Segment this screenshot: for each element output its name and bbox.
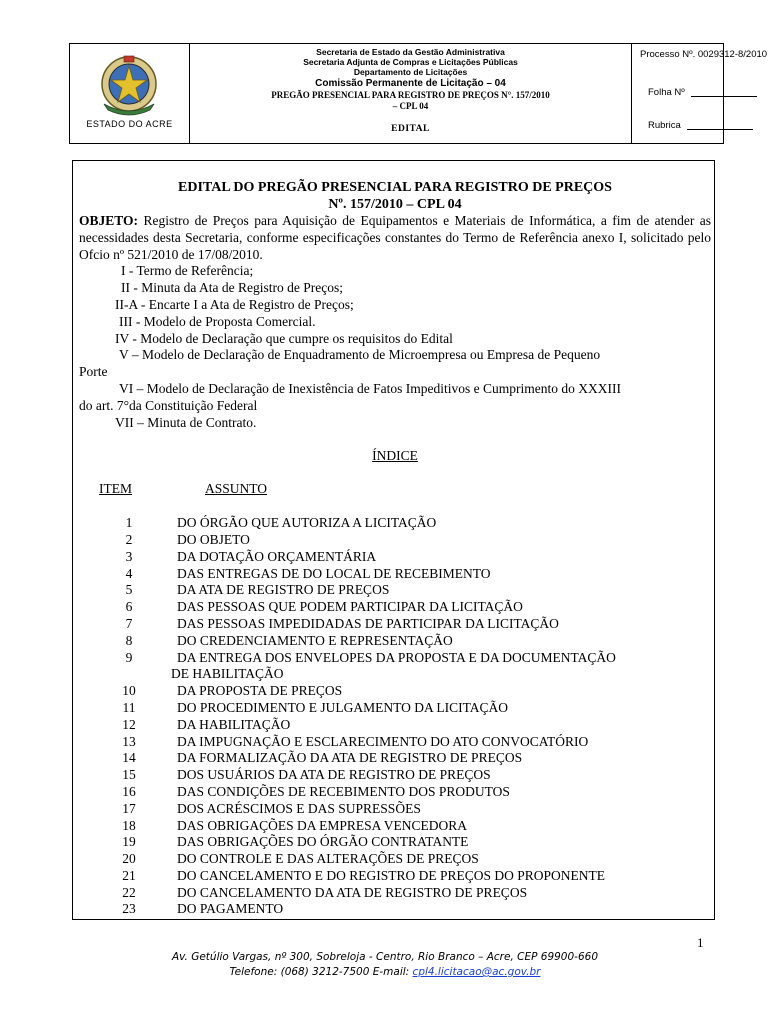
row-number: 8: [125, 632, 133, 648]
col-assunto-header: ASSUNTO: [205, 481, 268, 497]
row-subject: DO CREDENCIAMENTO E REPRESENTAÇÃO: [177, 632, 453, 648]
row-subject: DO CANCELAMENTO E DO REGISTRO DE PREÇOS DO PROPONENTE: [177, 867, 606, 883]
annex-item-v: V – Modelo de Declaração de Enquadramento de Microempresa ou Empresa de Pequeno: [119, 347, 601, 363]
indice-row: [79, 868, 711, 885]
row-subject: DAS OBRIGAÇÕES DO ÓRGÃO CONTRATANTE: [177, 834, 469, 850]
row-subject: DE HABILITAÇÃO: [171, 666, 284, 682]
departamento-line: Departamento de Licitações: [353, 67, 468, 77]
secretaria-line: Secretaria de Estado da Gestão Administrativa: [316, 47, 505, 57]
row-subject: DO ÓRGÃO QUE AUTORIZA A LICITAÇÃO: [177, 515, 437, 531]
indice-title: ÍNDICE: [372, 448, 418, 464]
document-header: [69, 43, 768, 144]
indice-row: [79, 515, 711, 532]
row-number: 11: [122, 699, 136, 715]
annex-item-v-cont: Porte: [79, 364, 108, 380]
rubrica-blank: [687, 129, 753, 130]
row-subject: DA ATA DE REGISTRO DE PREÇOS: [177, 582, 390, 598]
page-number: 1: [697, 935, 704, 950]
indice-row: [79, 700, 711, 717]
indice-row: [79, 599, 711, 616]
row-number: 19: [122, 834, 136, 850]
row-number: 13: [122, 733, 136, 749]
annex-item: III - Modelo de Proposta Comercial.: [119, 313, 316, 329]
edital-label: EDITAL: [391, 124, 430, 134]
row-number: 23: [122, 901, 136, 917]
footer-address: Av. Getúlio Vargas, nº 300, Sobreloja - Centro, Rio Branco – Acre, CEP 69900-660: [172, 951, 598, 963]
pregao-line: PREGÃO PRESENCIAL PARA REGISTRO DE PREÇOS N°. 157/2010: [271, 90, 550, 100]
row-number: 14: [122, 750, 136, 766]
indice-row: [79, 834, 711, 851]
row-number: 18: [122, 817, 136, 833]
annex-item: I - Termo de Referência;: [121, 263, 254, 279]
page-footer: [0, 950, 770, 980]
row-number: 22: [122, 884, 136, 900]
objeto-text: Registro de Preços para Aquisição de Equipamentos e Materiais de Informática, a fim de atender as necessidades desta Secretaria, conforme especificações constantes do Termo de Referência anexo I, solicitado pelo Ofcio nº 521/2010 de 17/08/2010.: [79, 213, 711, 262]
indice-row: [79, 734, 711, 751]
state-label: ESTADO DO ACRE: [86, 119, 173, 129]
annex-item: IV - Modelo de Declaração que cumpre os requisitos do Edital: [115, 330, 453, 346]
indice-row: [79, 582, 711, 599]
indice-headers: [79, 481, 711, 498]
row-number: 16: [122, 783, 136, 799]
row-number: 1: [125, 515, 133, 531]
indice-row: [79, 818, 711, 835]
row-number: 15: [122, 767, 136, 783]
row-subject: DO PROCEDIMENTO E JULGAMENTO DA LICITAÇÃO: [177, 699, 509, 715]
indice-row: [79, 885, 711, 902]
row-subject: DA HABILITAÇÃO: [177, 716, 291, 732]
annex-item: II - Minuta da Ata de Registro de Preços;: [121, 280, 343, 296]
folha-blank: [691, 96, 757, 97]
row-number: 4: [125, 565, 133, 581]
row-subject: DAS ENTREGAS DE DO LOCAL DE RECEBIMENTO: [177, 565, 491, 581]
row-subject: DA DOTAÇÃO ORÇAMENTÁRIA: [177, 548, 377, 564]
objeto-paragraph: [79, 213, 711, 263]
row-subject: DAS PESSOAS IMPEDIDADAS DE PARTICIPAR DA LICITAÇÃO: [177, 615, 559, 631]
row-subject: DOS USUÁRIOS DA ATA DE REGISTRO DE PREÇOS: [177, 767, 491, 783]
edital-content-box: [72, 160, 715, 920]
row-number: 3: [125, 548, 133, 564]
header-logo-cell: [70, 44, 190, 143]
indice-row: [79, 616, 711, 633]
edital-number: Nº. 157/2010 – CPL 04: [328, 197, 462, 212]
col-item-header: ITEM: [99, 481, 132, 497]
row-number: 20: [122, 851, 136, 867]
folha-label: Folha Nº: [648, 87, 685, 98]
annex-item-vi: VI – Modelo de Declaração de Inexistência de Fatos Impeditivos e Cumprimento do XXXIII: [119, 380, 621, 396]
folha-field: [648, 87, 757, 98]
indice-row: [79, 767, 711, 784]
row-number: 12: [122, 716, 136, 732]
rubrica-field: [648, 120, 753, 131]
row-subject: DA PROPOSTA DE PREÇOS: [177, 683, 343, 699]
indice-list: [79, 515, 711, 918]
process-number: Processo Nº. 0029312-8/2010: [640, 49, 768, 60]
row-subject: DA IMPUGNAÇÃO E ESCLARECIMENTO DO ATO CONVOCATÓRIO: [177, 733, 589, 749]
indice-row: [79, 801, 711, 818]
row-number: 5: [125, 582, 133, 598]
row-subject: DO CANCELAMENTO DA ATA DE REGISTRO DE PREÇOS: [177, 884, 528, 900]
row-number: 17: [122, 800, 136, 816]
footer-email-link[interactable]: cpl4.licitacao@ac.gov.br: [412, 966, 541, 978]
indice-row: [79, 633, 711, 650]
commission-line: Comissão Permanente de Licitação – 04: [315, 78, 506, 89]
footer-contact: [0, 965, 770, 980]
footer-phone: Telefone: (068) 3212-7500 E-mail:: [229, 966, 413, 978]
indice-row: [79, 901, 711, 918]
indice-row: [79, 851, 711, 868]
row-number: 21: [122, 867, 136, 883]
edital-title: EDITAL DO PREGÃO PRESENCIAL PARA REGISTRO DE PREÇOS: [178, 180, 612, 195]
row-subject: DO CONTROLE E DAS ALTERAÇÕES DE PREÇOS: [177, 851, 479, 867]
indice-row: [79, 566, 711, 583]
row-number: 10: [122, 683, 136, 699]
objeto-label: OBJETO:: [79, 213, 139, 228]
indice-row: [79, 750, 711, 767]
row-number: 7: [125, 615, 133, 631]
pregao-line-2: – CPL 04: [392, 101, 429, 111]
indice-row: [79, 549, 711, 566]
indice-row-continuation: [79, 666, 711, 683]
row-number: 2: [125, 531, 133, 547]
indice-row: [79, 683, 711, 700]
header-title-cell: [190, 44, 632, 143]
state-crest-icon: [100, 54, 158, 116]
row-number: 6: [125, 599, 133, 615]
indice-row: [79, 650, 711, 667]
row-subject: DO OBJETO: [177, 531, 250, 547]
row-subject: DAS CONDIÇÕES DE RECEBIMENTO DOS PRODUTOS: [177, 783, 510, 799]
rubrica-label: Rubrica: [648, 120, 681, 131]
secretaria-adjunta-line: Secretaria Adjunta de Compras e Licitações Públicas: [303, 57, 518, 67]
row-subject: DA FORMALIZAÇÃO DA ATA DE REGISTRO DE PREÇOS: [177, 750, 523, 766]
row-subject: DAS OBRIGAÇÕES DA EMPRESA VENCEDORA: [177, 817, 468, 833]
indice-row: [79, 717, 711, 734]
row-subject: DO PAGAMENTO: [177, 901, 284, 917]
indice-row: [79, 784, 711, 801]
annex-item-vi-cont: do art. 7°da Constituição Federal: [79, 397, 258, 413]
row-subject: DOS ACRÉSCIMOS E DAS SUPRESSÕES: [177, 800, 421, 816]
row-subject: DA ENTREGA DOS ENVELOPES DA PROPOSTA E DA DOCUMENTAÇÃO: [177, 649, 616, 665]
row-number: 9: [125, 649, 133, 665]
indice-row: [79, 532, 711, 549]
edital-content: [79, 161, 711, 918]
row-subject: DAS PESSOAS QUE PODEM PARTICIPAR DA LICITAÇÃO: [177, 599, 523, 615]
annex-item: II-A - Encarte I a Ata de Registro de Preços;: [115, 296, 354, 312]
header-process-cell: [632, 44, 768, 143]
annex-item-vii: VII – Minuta de Contrato.: [115, 414, 257, 430]
